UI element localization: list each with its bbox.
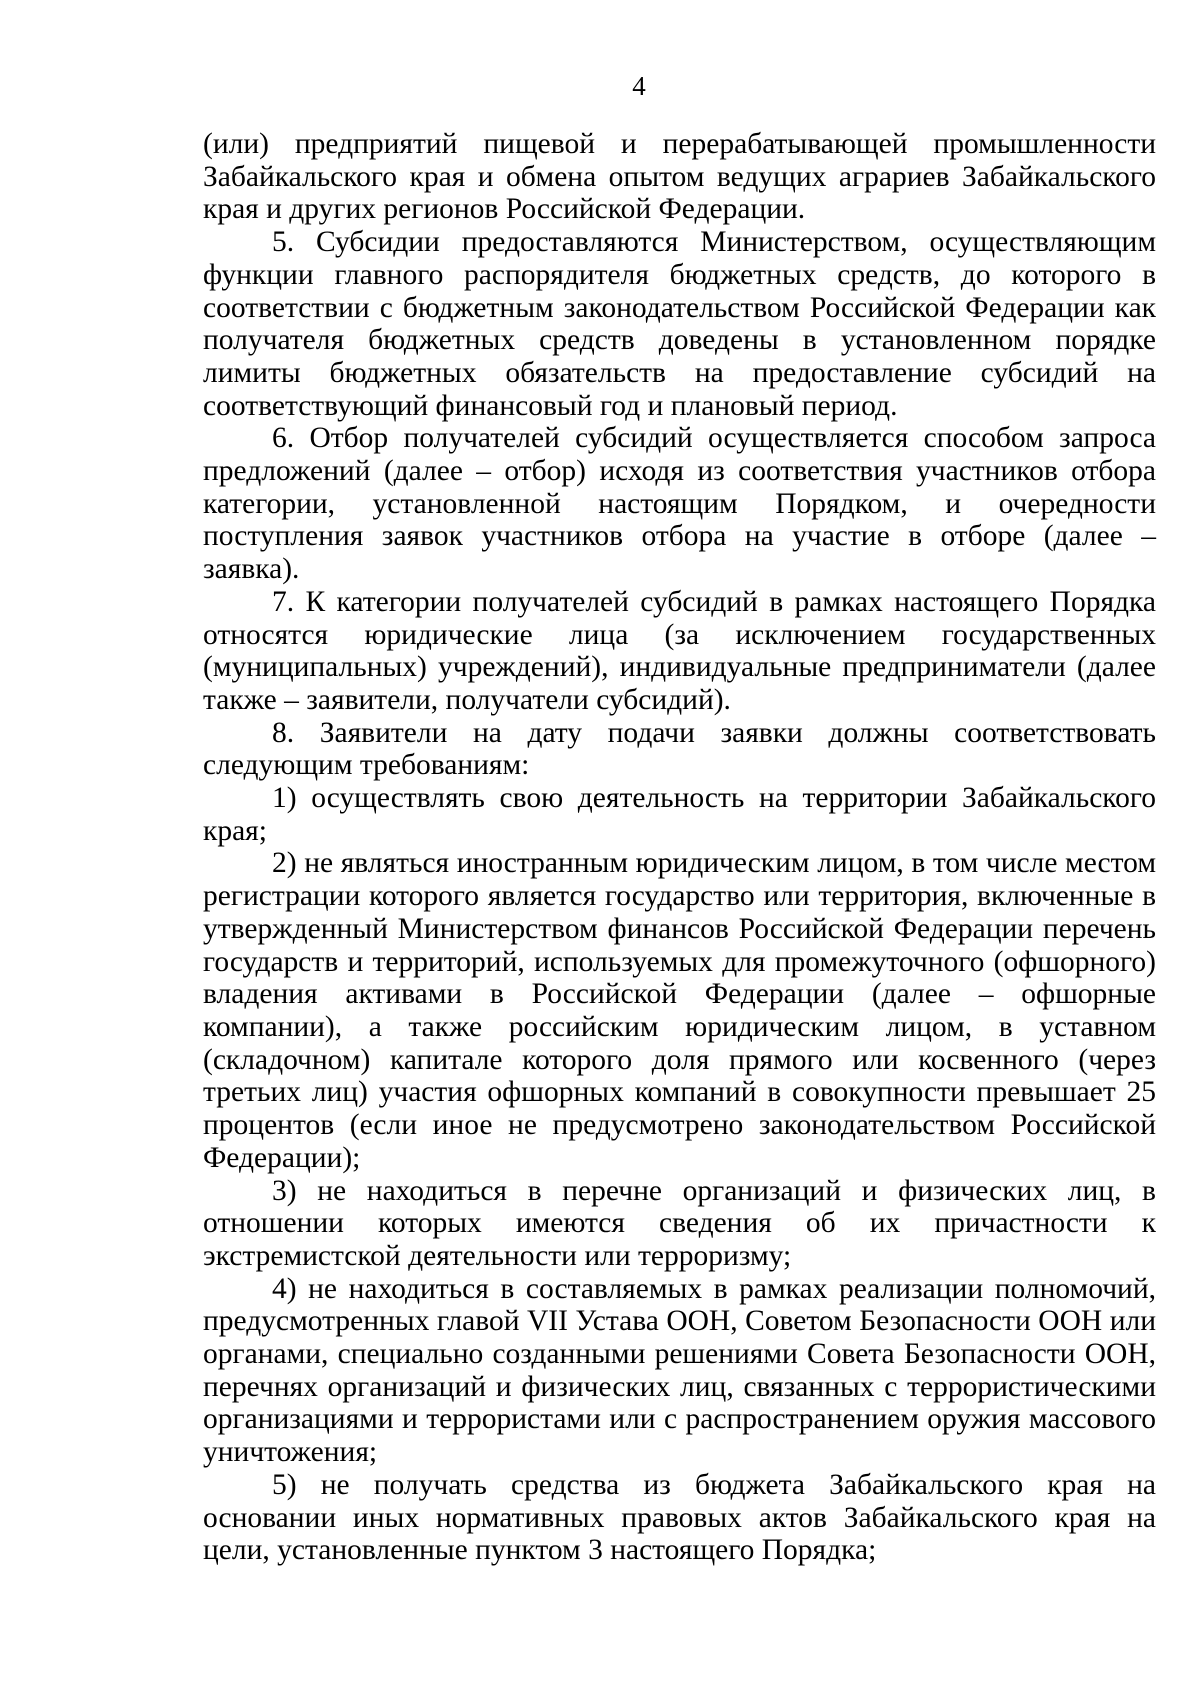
paragraph-item-5: 5. Субсидии предоставляются Министерством, осуществляющим функции главного распорядителя бюджетных средств, до которого в соответствии с бюджетным законодательством Российской Федерации как получателя бюджетных средств доведены в установленном порядке лимиты бюджетных обязательств на предоставление субсидий на соответствующий финансовый год и плановый период. (203, 226, 1156, 422)
requirement-4: 4) не находиться в составляемых в рамках реализации полномочий, предусмотренных главой VII Устава ООН, Советом Безопасности ООН или органами, специально созданными решениями Совета Безопасности ООН, перечнях организаций и физических лиц, связанных с террористическими организациями и террористами или с распространением оружия массового уничтожения; (203, 1272, 1156, 1469)
requirement-3: 3) не находиться в перечне организаций и физических лиц, в отношении которых имеются сведения об их причастности к экстремистской деятельности или терроризму; (203, 1174, 1156, 1272)
requirement-2: 2) не являться иностранным юридическим лицом, в том числе местом регистрации которого является государство или территория, включенные в утвержденный Министерством финансов Российской Федерации перечень государств и территорий, используемых для промежуточного (офшорного) владения активами в Российской Федерации (далее – офшорные компании), а также российским юридическим лицом, в уставном (складочном) капитале которого доля прямого или косвенного (через третьих лиц) участия офшорных компаний в совокупности превышает 25 процентов (если иное не предусмотрено законодательством Российской Федерации); (203, 847, 1156, 1174)
paragraph-continuation: (или) предприятий пищевой и перерабатывающей промышленности Забайкальского края и обмена опытом ведущих аграриев Забайкальского края и других регионов Российской Федерации. (203, 128, 1156, 226)
document-body (203, 128, 1156, 1567)
paragraph-item-7: 7. К категории получателей субсидий в рамках настоящего Порядка относятся юридические лица (за исключением государственных (муниципальных) учреждений), индивидуальные предприниматели (далее также – заявители, получатели субсидий). (203, 585, 1156, 716)
requirement-5: 5) не получать средства из бюджета Забайкальского края на основании иных нормативных правовых актов Забайкальского края на цели, установленные пунктом 3 настоящего Порядка; (203, 1468, 1156, 1567)
paragraph-item-6: 6. Отбор получателей субсидий осуществляется способом запроса предложений (далее – отбор) исходя из соответствия участников отбора категории, установленной настоящим Порядком, и очередности поступления заявок участников отбора на участие в отборе (далее – заявка). (203, 422, 1156, 586)
requirement-1: 1) осуществлять свою деятельность на территории Забайкальского края; (203, 782, 1156, 847)
page-number: 4 (632, 71, 646, 101)
paragraph-item-8: 8. Заявители на дату подачи заявки должны соответствовать следующим требованиям: (203, 716, 1156, 782)
